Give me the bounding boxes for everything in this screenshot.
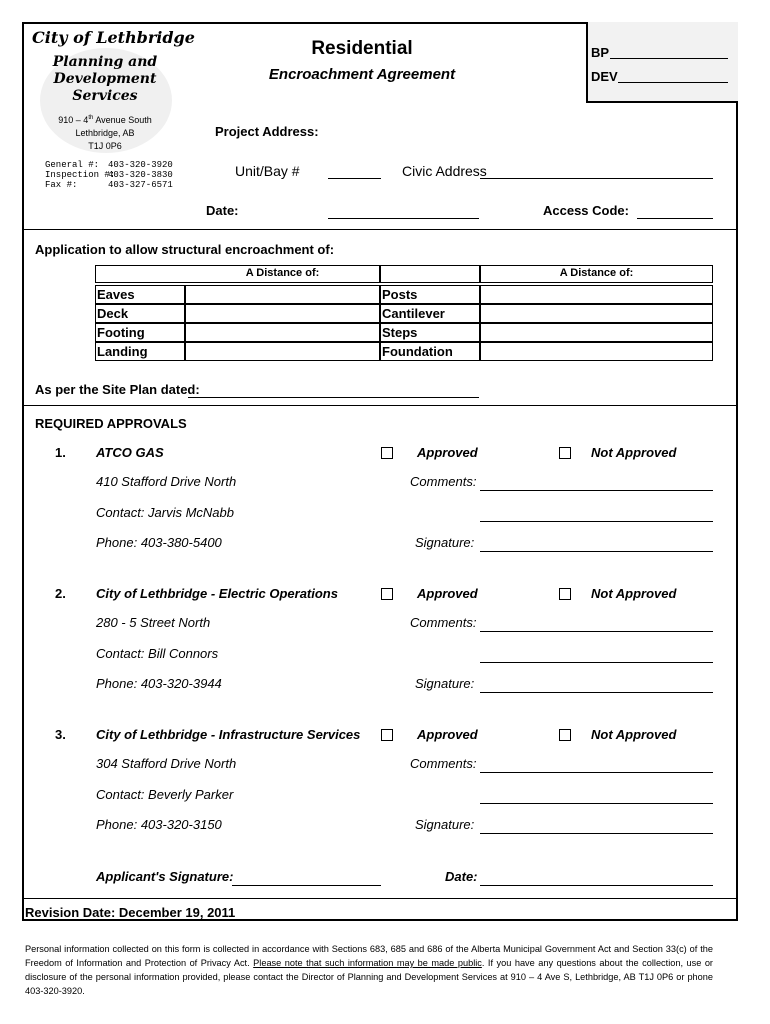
comments-field[interactable] (480, 474, 713, 491)
office-address (30, 112, 180, 153)
comments-field-line-2[interactable] (480, 505, 713, 522)
distance-field-steps[interactable] (480, 323, 713, 342)
department-line-3: Services (72, 88, 138, 104)
address-line-3: T1J 0P6 (88, 141, 122, 151)
privacy-notice: Personal information collected on this form is collected in accordance with Sections 683, 685 and 686 of the Alberta Municipal Government Act and Section 33(c) of the Freedom of Information and Protection of Privacy Act. Please note that such information may be made public. If you have any questions about the collection, use or disclosure of the personal information provided, please contact the Director of Planning and Development Services at 910 – 4 Ave S, Lethbridge, AB T1J 0P6 or phone 403-320-3920. (25, 944, 713, 996)
distance-label-right: A Distance of: (559, 267, 634, 279)
encroachment-item-steps: Steps (380, 323, 480, 342)
applicant-signature-field[interactable] (232, 869, 381, 886)
distance-label-left: A Distance of: (245, 267, 320, 279)
distance-field-cantilever[interactable] (480, 304, 713, 323)
applicant-date-label: Date: (445, 869, 478, 884)
not-approved-label: Not Approved (591, 727, 677, 742)
applicant-signature-label: Applicant's Signature: (96, 869, 234, 884)
distance-field-foundation[interactable] (480, 342, 713, 361)
form-subtitle: Encroachment Agreement (268, 66, 456, 83)
approved-checkbox[interactable] (381, 729, 393, 741)
access-code-field[interactable] (637, 203, 713, 219)
civic-address-field[interactable] (480, 163, 713, 179)
approval-contact: Contact: Beverly Parker (96, 787, 234, 802)
distance-field-footing[interactable] (185, 323, 380, 342)
access-code-label: Access Code: (543, 203, 629, 218)
phone-label-general: General #: (45, 160, 100, 170)
approved-label: Approved (417, 445, 478, 460)
applicant-date-field[interactable] (480, 869, 713, 886)
approved-label: Approved (417, 586, 478, 601)
signature-field[interactable] (480, 817, 713, 834)
approved-checkbox[interactable] (381, 588, 393, 600)
comments-field[interactable] (480, 756, 713, 773)
encroachment-item-eaves: Eaves (95, 285, 185, 304)
encroachment-item-foundation: Foundation (380, 342, 480, 361)
bp-field[interactable] (610, 44, 728, 59)
date-label: Date: (206, 203, 239, 218)
department-name (30, 54, 180, 105)
approval-org: City of Lethbridge - Electric Operations (96, 586, 338, 601)
not-approved-label: Not Approved (591, 586, 677, 601)
dev-label: DEV (591, 69, 618, 84)
not-approved-checkbox[interactable] (559, 447, 571, 459)
approval-contact: Contact: Jarvis McNabb (96, 505, 234, 520)
address-line-2: Lethbridge, AB (75, 128, 135, 138)
approval-phone: Phone: 403-380-5400 (96, 535, 222, 550)
site-plan-date-field[interactable] (188, 382, 479, 398)
table-header-gap (380, 265, 480, 283)
distance-field-deck[interactable] (185, 304, 380, 323)
bp-label: BP (591, 45, 610, 60)
comments-label: Comments: (410, 756, 477, 771)
project-date-field[interactable] (328, 203, 479, 219)
phone-inspection: 403-320-3830 (108, 170, 173, 180)
comments-field[interactable] (480, 615, 713, 632)
comments-label: Comments: (410, 474, 477, 489)
approval-number: 3. (55, 727, 66, 742)
signature-label: Signature: (415, 676, 475, 691)
approval-contact: Contact: Bill Connors (96, 646, 219, 661)
encroachment-item-footing: Footing (95, 323, 185, 342)
approval-number: 2. (55, 586, 66, 601)
encroachment-item-deck: Deck (95, 304, 185, 323)
approval-org: ATCO GAS (96, 445, 164, 460)
approved-checkbox[interactable] (381, 447, 393, 459)
department-line-1: Planning and (52, 54, 158, 70)
unit-bay-label: Unit/Bay # (235, 163, 300, 179)
approval-org: City of Lethbridge - Infrastructure Services (96, 727, 361, 742)
approved-label: Approved (417, 727, 478, 742)
comments-field-line-2[interactable] (480, 646, 713, 663)
distance-field-eaves[interactable] (185, 285, 380, 304)
department-line-2: Development (53, 71, 157, 87)
dev-field[interactable] (618, 68, 728, 83)
encroachment-heading: Application to allow structural encroachment of: (35, 242, 335, 257)
approval-number: 1. (55, 445, 66, 460)
encroachment-item-posts: Posts (380, 285, 480, 304)
project-address-label: Project Address: (215, 124, 319, 139)
encroachment-item-cantilever: Cantilever (380, 304, 480, 323)
approvals-heading: REQUIRED APPROVALS (35, 416, 187, 431)
comments-field-line-2[interactable] (480, 787, 713, 804)
approval-phone: Phone: 403-320-3944 (96, 676, 222, 691)
revision-date: Revision Date: December 19, 2011 (25, 905, 236, 920)
signature-field[interactable] (480, 535, 713, 552)
approval-address: 304 Stafford Drive North (96, 756, 237, 771)
distance-field-posts[interactable] (480, 285, 713, 304)
form-title: Residential (311, 38, 413, 59)
address-line-1: 910 – 4th Avenue South (58, 115, 152, 125)
signature-label: Signature: (415, 817, 475, 832)
encroachment-item-landing: Landing (95, 342, 185, 361)
unit-bay-field[interactable] (328, 163, 381, 179)
site-plan-label: As per the Site Plan dated: (35, 382, 200, 397)
not-approved-checkbox[interactable] (559, 729, 571, 741)
phone-fax: 403-327-6571 (108, 180, 173, 190)
approval-address: 410 Stafford Drive North (96, 474, 237, 489)
comments-label: Comments: (410, 615, 477, 630)
phone-label-inspection: Inspection #: (45, 170, 116, 180)
divider (22, 898, 738, 899)
divider (22, 229, 738, 230)
not-approved-checkbox[interactable] (559, 588, 571, 600)
city-name: City of Lethbridge (32, 28, 195, 47)
divider (22, 405, 738, 406)
signature-label: Signature: (415, 535, 475, 550)
distance-field-landing[interactable] (185, 342, 380, 361)
not-approved-label: Not Approved (591, 445, 677, 460)
approval-address: 280 - 5 Street North (96, 615, 211, 630)
approval-phone: Phone: 403-320-3150 (96, 817, 222, 832)
phone-labels (45, 160, 115, 190)
civic-address-label: Civic Address (402, 163, 487, 179)
phone-label-fax: Fax #: (45, 180, 78, 190)
phone-values (108, 160, 173, 190)
office-use-box (586, 22, 738, 103)
signature-field[interactable] (480, 676, 713, 693)
privacy-notice-underlined: Please note that such information may be made public (253, 958, 482, 968)
phone-general: 403-320-3920 (108, 160, 173, 170)
